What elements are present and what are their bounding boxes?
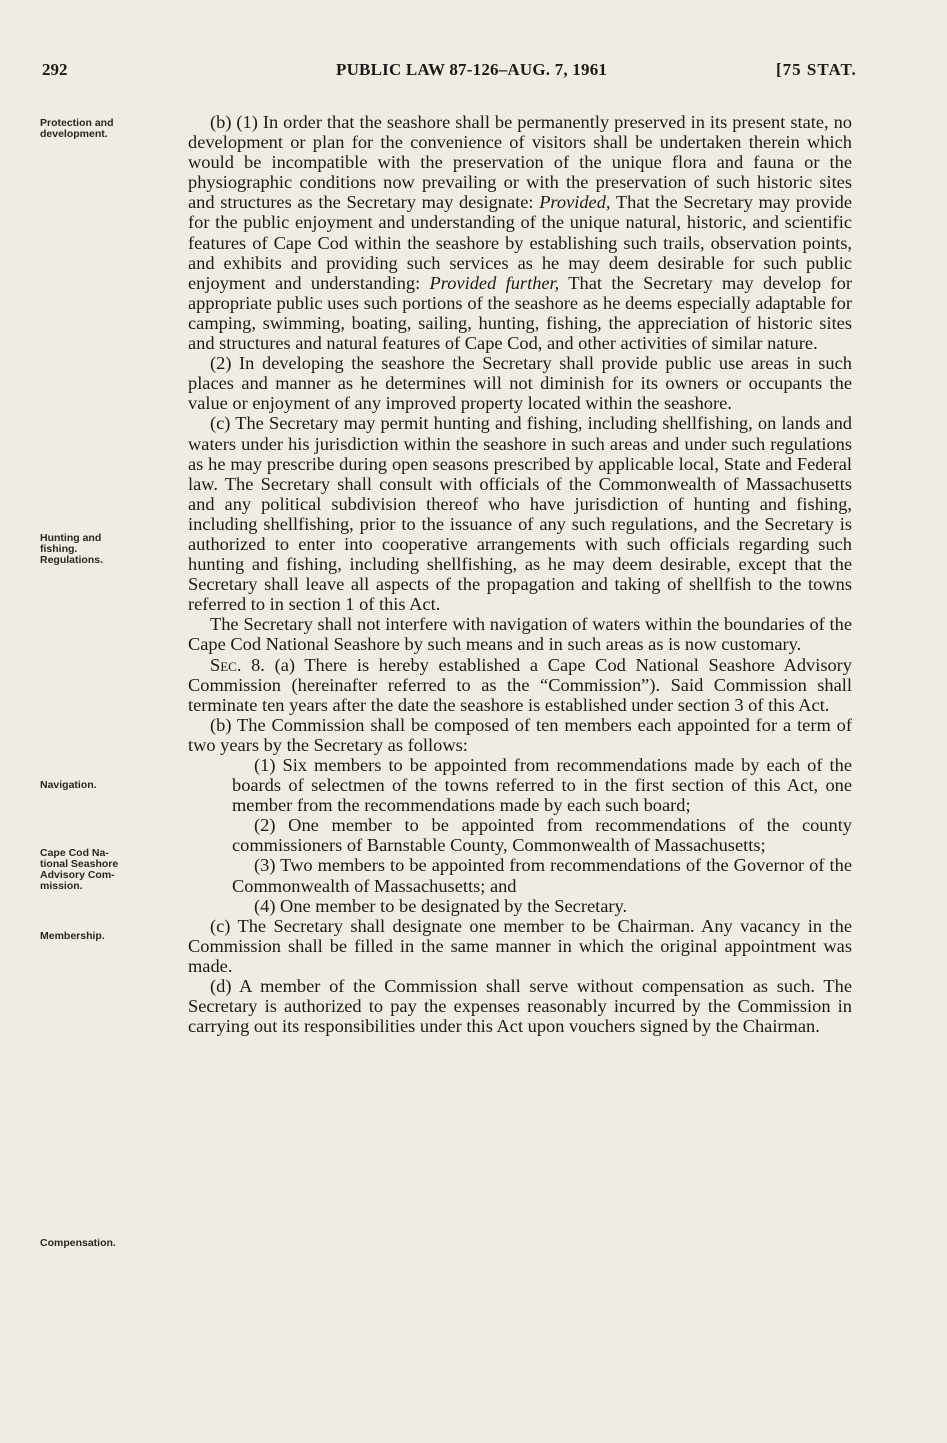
paragraph-b1: (b) (1) In order that the seashore shall be permanently preserved in its present state, no development or plan for the convenience of visitors shall be undertaken therein which would be incompatible with the preservation of the unique flora and fauna or the physiographic conditions now prevailing or with the preservation of such historic sites and structures as the Secretary may designate: Provided, That the Secretary may provide for the public enjoyment and understanding of the unique natural, historic, and scientific features of Cape Cod within the seashore by establishing such trails, observation points, and exhibits and providing such services as he may deem desirable for such public enjoyment and understanding: Provided further, That the Secretary may develop for appropriate public uses such portions of the seashore as he deems especially adaptable for camping, swimming, boating, sailing, hunting, fishing, the appreciation of historic sites and structures and natural features of Cape Cod, and other activities of similar nature. — [188, 112, 852, 354]
running-head: PUBLIC LAW 87-126–AUG. 7, 1961 — [336, 60, 608, 79]
page-header — [0, 60, 947, 90]
margin-note-commission: Cape Cod Na- tional Seashore Advisory Com- mission. — [40, 847, 119, 892]
paragraph-sec8-d: (d) A member of the Commission shall serve without compensation as such. The Secretary is authorized to pay the expenses reasonably incurred by the Commission in carrying out its responsibilities under this Act upon vouchers signed by the Chairman. — [188, 976, 852, 1037]
list-item-4: (4) One member to be designated by the Secretary. — [254, 895, 628, 916]
volume-citation: [75 STAT. — [776, 60, 857, 79]
paragraph-sec8-b: (b) The Commission shall be composed of ten members each appointed for a term of two years by the Secretary as follows: — [188, 714, 852, 755]
margin-note-protection: Protection and development. — [40, 117, 114, 140]
margin-note-compensation: Compensation. — [40, 1237, 116, 1249]
list-item-1: (1) Six members to be appointed from recommendations made by each of the boards of selectmen of the towns referred to in the first section of this Act, one member from the recommendations made by each such board; — [232, 755, 852, 816]
margin-note-navigation: Navigation. — [40, 779, 97, 791]
paragraph-b2: (2) In developing the seashore the Secretary shall provide public use areas in such places and manner as he determines will not diminish for its owners or occupants the value or enjoyment of any improved property located within the seashore. — [188, 353, 852, 414]
statute-body — [188, 112, 852, 1036]
page-number: 292 — [42, 60, 68, 79]
paragraph-sec8-a: Sec. 8. (a) There is hereby established a Cape Cod National Seashore Advisory Commission (hereinafter referred to as the “Commission”). Said Commission shall terminate ten years after the date the seashore is established under section 3 of this Act. — [188, 654, 853, 715]
paragraph-sec8-c: (c) The Secretary shall designate one member to be Chairman. Any vacancy in the Commission shall be filled in the same manner in which the original appointment was made. — [188, 915, 852, 976]
list-item-2: (2) One member to be appointed from recommendations of the county commissioners of Barnstable County, Commonwealth of Massachusetts; — [232, 815, 852, 856]
paragraph-navigation: The Secretary shall not interfere with navigation of waters within the boundaries of the Cape Cod National Seashore by such means and in such areas as is now customary. — [188, 614, 852, 655]
list-item-3: (3) Two members to be appointed from recommendations of the Governor of the Commonwealth of Massachusetts; and — [232, 855, 852, 896]
margin-note-hunting: Hunting and fishing. Regulations. — [40, 532, 104, 566]
paragraph-c: (c) The Secretary may permit hunting and fishing, including shellfishing, on lands and waters under his jurisdiction within the seashore in such areas and under such regulations as he may prescribe during open seasons prescribed by applicable local, State and Federal law. The Secretary shall consult with officials of the Commonwealth of Massachusetts and any political subdivision thereof who have jurisdiction of hunting and fishing, including shellfishing, prior to the issuance of any such regulations, and the Secretary is authorized to enter into cooperative arrangements with such officials regarding such hunting and fishing, including shellfishing, as he may deem desirable, except that the Secretary shall leave all aspects of the propagation and taking of shellfish to the towns referred to in section 1 of this Act. — [188, 413, 852, 615]
margin-note-membership: Membership. — [40, 930, 105, 942]
